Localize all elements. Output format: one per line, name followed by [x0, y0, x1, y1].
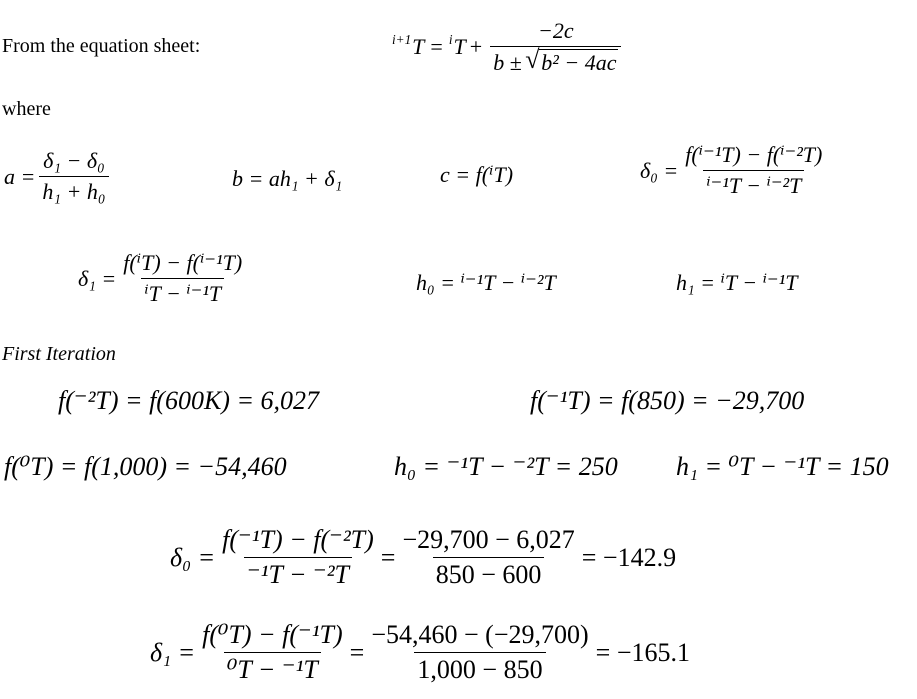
main-formula: $^{i+1}$T = $^i$T + $\frac{-2c}{\text{b ± √ b² − 4ac}}$	[392, 18, 625, 76]
f-minus2: f(⁻²T) = f(600K) = 6,027	[58, 386, 319, 415]
delta0-computation: δ₀ = $\frac{\text{f(⁻¹T) − f(⁻²T)}}{\text{⁻¹T − ⁻²T}}$ = $\frac{-29,700 - 6,027}{850 - 600}$ = −142.9	[170, 525, 677, 589]
main-formula-lhs: $^{i+1}$T	[392, 32, 425, 59]
def-h1: h₁ = ⁱT − ⁱ⁻¹T	[676, 270, 798, 295]
delta0-result: = −142.9	[581, 542, 677, 572]
def-delta0: δ₀ = $\frac{\text{f(ⁱ⁻¹T) − f(ⁱ⁻²T)}}{\text{ⁱ⁻¹T − ⁱ⁻²T}}$	[640, 142, 823, 198]
def-b: b = ah₁ + δ₁	[232, 166, 343, 191]
h1-value: h₁ = ⁰T − ⁻¹T = 150	[676, 452, 889, 481]
def-c: c = f(ⁱT)	[440, 162, 514, 187]
main-formula-rhs-var: $^i$T	[448, 32, 466, 59]
f-zero: f(⁰T) = f(1,000) = −54,460	[4, 452, 287, 481]
delta1-result: = −165.1	[595, 637, 690, 667]
f-minus1: f(⁻¹T) = f(850) = −29,700	[530, 386, 805, 415]
iteration-heading: First Iteration	[2, 343, 116, 365]
where-label: where	[2, 98, 51, 120]
def-delta1: δ₁ = $\frac{\text{f(ⁱT) − f(ⁱ⁻¹T)}}{\text{ⁱT − ⁱ⁻¹T}}$	[78, 250, 243, 306]
def-h0: h₀ = ⁱ⁻¹T − ⁱ⁻²T	[416, 270, 556, 295]
main-formula-fraction: $\frac{-2c}{\text{b ± √ b² − 4ac}}$	[490, 18, 621, 76]
h0-value: h₀ = ⁻¹T − ⁻²T = 250	[394, 452, 618, 481]
delta1-computation: δ₁ = $\frac{\text{f(⁰T) − f(⁻¹T)}}{\text{⁰T − ⁻¹T}}$ = $\frac{-54,460 - (-29,700)}{1,000 - 850}$ = −165.1	[150, 620, 690, 684]
def-a: a = $\frac{\text{δ₁ − δ₀}}{\text{h₁ + h₀}}$	[4, 148, 113, 205]
intro-text: From the equation sheet:	[2, 35, 201, 57]
